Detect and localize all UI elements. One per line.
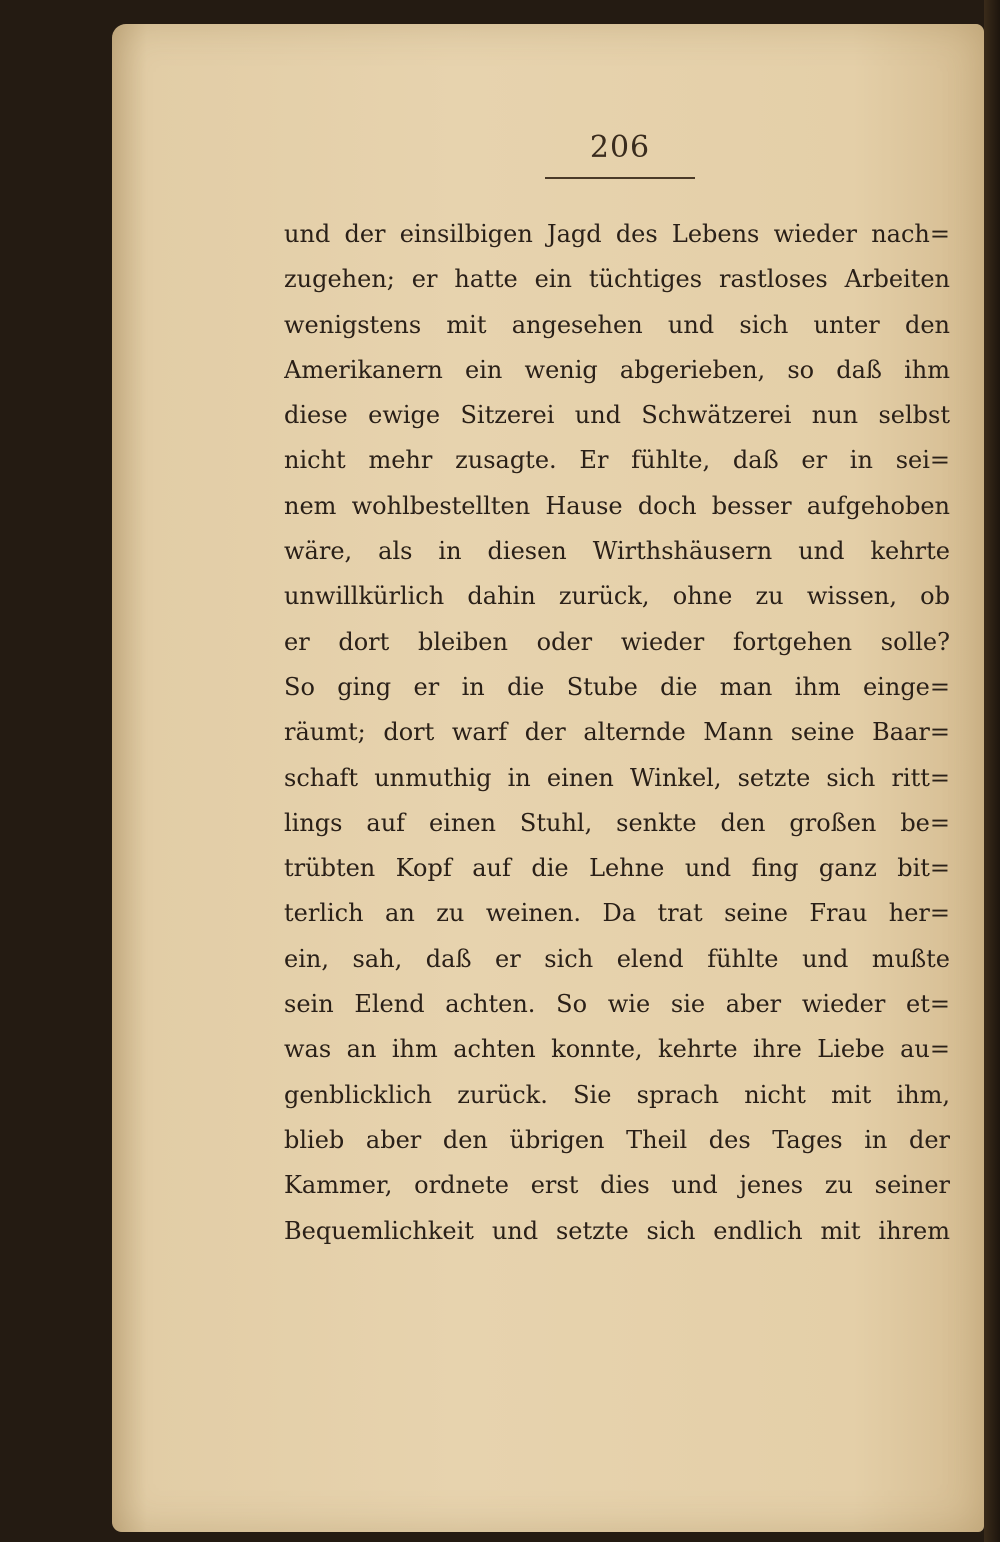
text-line: ein, sah, daß er sich elend fühlte und mußte — [284, 944, 950, 973]
body-text — [284, 212, 950, 1254]
text-line: Bequemlichkeit und setzte sich endlich mit ihrem — [284, 1216, 950, 1245]
text-line: unwillkürlich dahin zurück, ohne zu wissen, ob — [284, 582, 950, 611]
text-line: So ging er in die Stube die man ihm einge= — [284, 672, 950, 701]
text-line: nicht mehr zusagte. Er fühlte, daß er in sei= — [284, 446, 950, 475]
page-number: 206 — [589, 130, 651, 165]
book-spine — [984, 0, 1000, 1542]
text-line: blieb aber den übrigen Theil des Tages in der — [284, 1125, 950, 1154]
text-line: Kammer, ordnete erst dies und jenes zu seiner — [284, 1171, 950, 1200]
text-line: schaft unmuthig in einen Winkel, setzte sich ritt= — [284, 763, 950, 792]
text-line: wenigstens mit angesehen und sich unter den — [284, 310, 950, 339]
text-line: räumt; dort warf der alternde Mann seine Baar= — [284, 718, 950, 747]
text-line: er dort bleiben oder wieder fortgehen solle? — [284, 627, 950, 656]
text-line: und der einsilbigen Jagd des Lebens wieder nach= — [284, 220, 950, 248]
header-rule — [545, 177, 695, 179]
text-line: lings auf einen Stuhl, senkte den großen be= — [284, 808, 950, 837]
text-line: was an ihm achten konnte, kehrte ihre Liebe au= — [284, 1035, 950, 1064]
text-line: nem wohlbestellten Hause doch besser aufgehoben — [284, 491, 950, 520]
text-line: terlich an zu weinen. Da trat seine Frau her= — [284, 899, 950, 928]
text-line: wäre, als in diesen Wirthshäusern und kehrte — [284, 537, 950, 566]
text-line: trübten Kopf auf die Lehne und fing ganz bit= — [284, 854, 950, 883]
text-line: diese ewige Sitzerei und Schwätzerei nun selbst — [284, 401, 950, 430]
text-line: Amerikanern ein wenig abgerieben, so daß ihm — [284, 355, 950, 384]
text-line: genblicklich zurück. Sie sprach nicht mit ihm, — [284, 1080, 950, 1109]
text-line: sein Elend achten. So wie sie aber wieder et= — [284, 990, 950, 1019]
text-line: zugehen; er hatte ein tüchtiges rastloses Arbeiten — [284, 265, 950, 294]
